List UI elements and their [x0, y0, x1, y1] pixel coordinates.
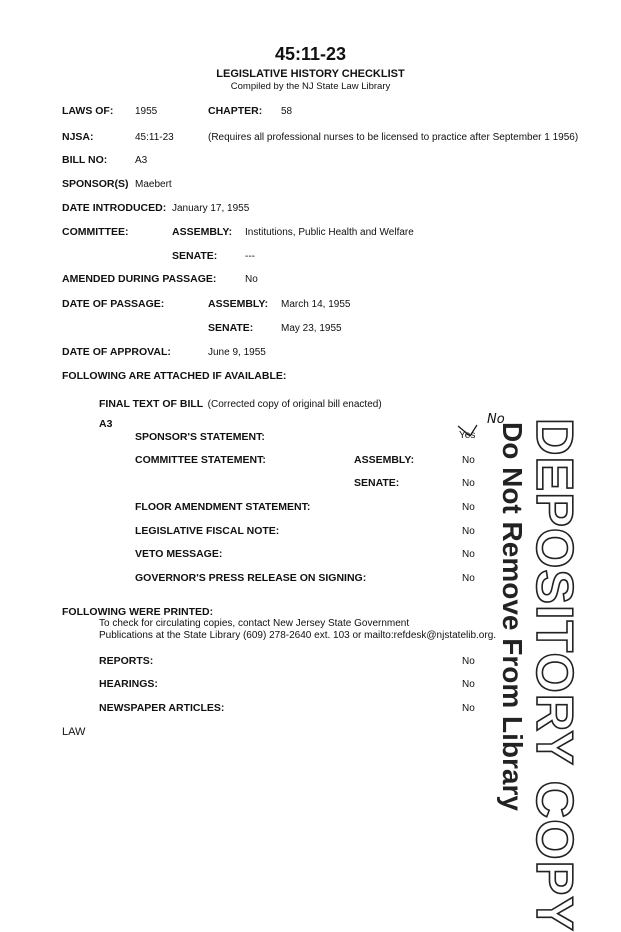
- compiled-by: Compiled by the NJ State Law Library: [230, 81, 391, 92]
- checklist-title: LEGISLATIVE HISTORY CHECKLIST: [216, 68, 405, 80]
- bill-ref: A3: [99, 418, 113, 430]
- attached-senate-label: SENATE:: [354, 477, 400, 489]
- press-release-value: No: [462, 573, 475, 584]
- passage-senate-label: SENATE:: [208, 322, 254, 334]
- reports-label: REPORTS:: [99, 655, 154, 667]
- date-introduced-value: January 17, 1955: [172, 203, 250, 214]
- fiscal-note-label: LEGISLATIVE FISCAL NOTE:: [135, 525, 280, 537]
- laws-of-value: 1955: [135, 106, 158, 117]
- floor-amendment-label: FLOOR AMENDMENT STATEMENT:: [135, 501, 311, 513]
- bill-no-label: BILL NO:: [62, 154, 108, 166]
- sponsor-label: SPONSOR(S): [62, 178, 129, 190]
- attached-senate-value: No: [462, 478, 475, 489]
- newspaper-value: No: [462, 703, 475, 714]
- committee-statement-label: COMMITTEE STATEMENT:: [135, 454, 266, 466]
- do-not-remove-stamp: Do Not Remove From Library: [497, 422, 528, 811]
- footer-code: LAW: [62, 726, 86, 738]
- date-passage-label: DATE OF PASSAGE:: [62, 298, 165, 310]
- attached-assembly-value: No: [462, 455, 475, 466]
- final-text-note: (Corrected copy of original bill enacted): [207, 399, 382, 410]
- njsa-label: NJSA:: [62, 131, 94, 143]
- passage-senate-value: May 23, 1955: [281, 323, 342, 334]
- amended-label: AMENDED DURING PASSAGE:: [62, 273, 217, 285]
- printed-note-line2: Publications at the State Library (609) 278-2640 ext. 103 or mailto:refdesk@njstatelib.org.: [99, 630, 497, 641]
- depository-stamp: DEPOSITORY COPY: [525, 418, 583, 932]
- chapter-value: 58: [281, 106, 293, 117]
- chapter-label: CHAPTER:: [208, 105, 263, 117]
- veto-message-value: No: [462, 549, 475, 560]
- njsa-value: 45:11-23: [135, 132, 174, 143]
- printed-heading: FOLLOWING WERE PRINTED:: [62, 606, 214, 618]
- newspaper-label: NEWSPAPER ARTICLES:: [99, 702, 225, 714]
- fiscal-note-value: No: [462, 526, 475, 537]
- reports-value: No: [462, 656, 475, 667]
- printed-note-line1: To check for circulating copies, contact New Jersey State Government: [99, 618, 410, 629]
- passage-assembly-value: March 14, 1955: [281, 299, 351, 310]
- passage-assembly-label: ASSEMBLY:: [208, 298, 269, 310]
- date-approval-value: June 9, 1955: [208, 347, 266, 358]
- statute-number: 45:11-23: [274, 44, 347, 64]
- sponsor-value: Maebert: [135, 179, 172, 190]
- strike-through-mark: [456, 424, 478, 438]
- bill-no-value: A3: [135, 155, 148, 166]
- sponsor-statement-value: Yes: [459, 430, 476, 441]
- date-introduced-label: DATE INTRODUCED:: [62, 202, 167, 214]
- laws-of-label: LAWS OF:: [62, 105, 114, 117]
- date-approval-label: DATE OF APPROVAL:: [62, 346, 171, 358]
- veto-message-label: VETO MESSAGE:: [135, 548, 223, 560]
- committee-label: COMMITTEE:: [62, 226, 129, 238]
- sponsor-statement-label: SPONSOR'S STATEMENT:: [135, 431, 265, 443]
- final-text-label: FINAL TEXT OF BILL: [99, 398, 204, 410]
- committee-senate-label: SENATE:: [172, 250, 218, 262]
- sponsor-statement-correction: No: [487, 412, 505, 427]
- floor-amendment-value: No: [462, 502, 475, 513]
- attached-heading: FOLLOWING ARE ATTACHED IF AVAILABLE:: [62, 370, 287, 382]
- amended-value: No: [245, 274, 258, 285]
- committee-assembly-label: ASSEMBLY:: [172, 226, 233, 238]
- hearings-value: No: [462, 679, 475, 690]
- press-release-label: GOVERNOR'S PRESS RELEASE ON SIGNING:: [135, 572, 367, 584]
- njsa-note: (Requires all professional nurses to be licensed to practice after September 1 1956): [208, 132, 579, 143]
- hearings-label: HEARINGS:: [99, 678, 158, 690]
- committee-assembly-value: Institutions, Public Health and Welfare: [245, 227, 414, 238]
- committee-senate-value: ---: [245, 251, 255, 262]
- attached-assembly-label: ASSEMBLY:: [354, 454, 415, 466]
- final-text-row: [99, 394, 382, 412]
